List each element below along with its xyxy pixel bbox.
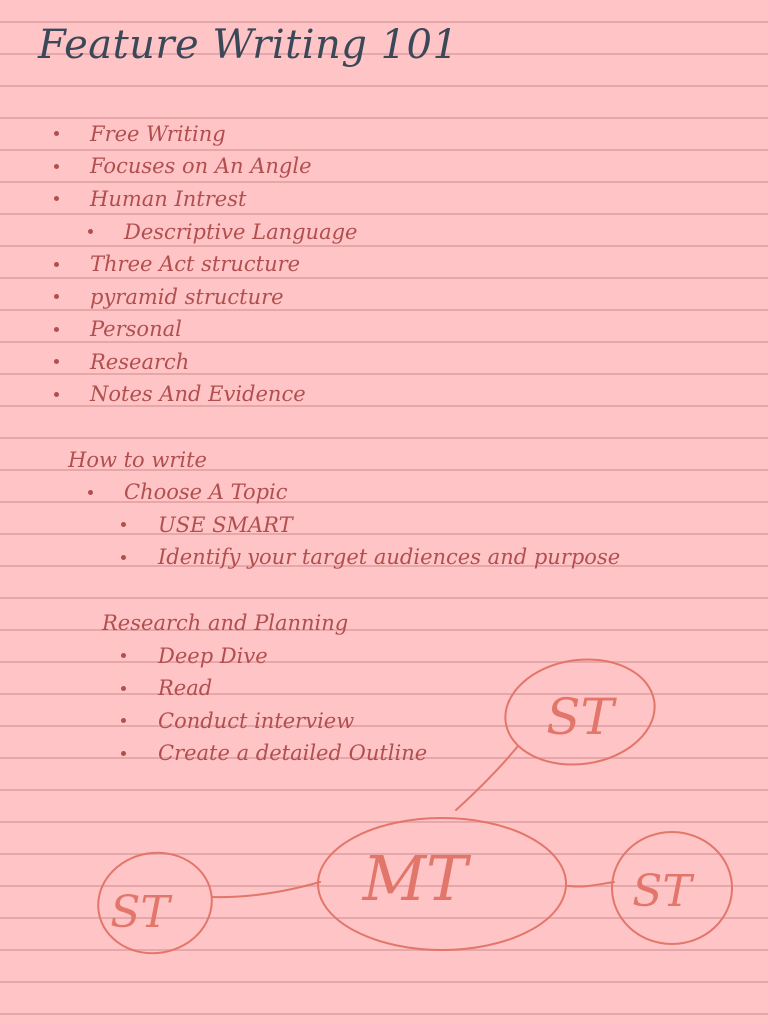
bullet: [54, 164, 59, 169]
bullet: [121, 555, 126, 560]
list-item: Descriptive Language: [124, 220, 358, 244]
list-item: Read: [158, 676, 213, 700]
list-item: pyramid structure: [90, 285, 284, 309]
connector-top: [456, 746, 518, 810]
mind-map: [0, 640, 768, 980]
list-item: Create a detailed Outline: [158, 741, 428, 765]
bullet: [54, 327, 59, 332]
list-item: Focuses on An Angle: [90, 154, 312, 178]
connector-left: [212, 882, 320, 897]
list-item: Research: [90, 350, 190, 374]
list-item: Identify your target audiences and purpose: [158, 545, 621, 569]
section-heading: How to write: [68, 448, 207, 472]
list-item: Personal: [90, 317, 182, 341]
list-item: Free Writing: [90, 122, 226, 146]
list-item: Human Intrest: [90, 187, 247, 211]
list-item: Three Act structure: [90, 252, 301, 276]
list-item: USE SMART: [158, 513, 293, 537]
bullet: [88, 490, 93, 495]
list-item: Conduct interview: [158, 709, 355, 733]
bullet: [54, 196, 59, 201]
branch-label-top: ST: [546, 688, 614, 746]
bullet: [54, 294, 59, 299]
bullet: [88, 229, 93, 234]
list-item: Notes And Evidence: [90, 382, 306, 406]
list-item: Choose A Topic: [124, 480, 288, 504]
branch-label-right: ST: [632, 866, 692, 917]
center-label: MT: [362, 842, 468, 915]
list-item: Deep Dive: [158, 644, 268, 668]
bullet: [121, 522, 126, 527]
branch-label-left: ST: [110, 887, 170, 938]
connector-right: [568, 882, 614, 887]
bullet: [54, 262, 59, 267]
section-heading: Research and Planning: [102, 611, 349, 635]
bullet: [54, 392, 59, 397]
bullet: [54, 359, 59, 364]
bullet: [54, 131, 59, 136]
page-title: Feature Writing 101: [38, 22, 459, 68]
